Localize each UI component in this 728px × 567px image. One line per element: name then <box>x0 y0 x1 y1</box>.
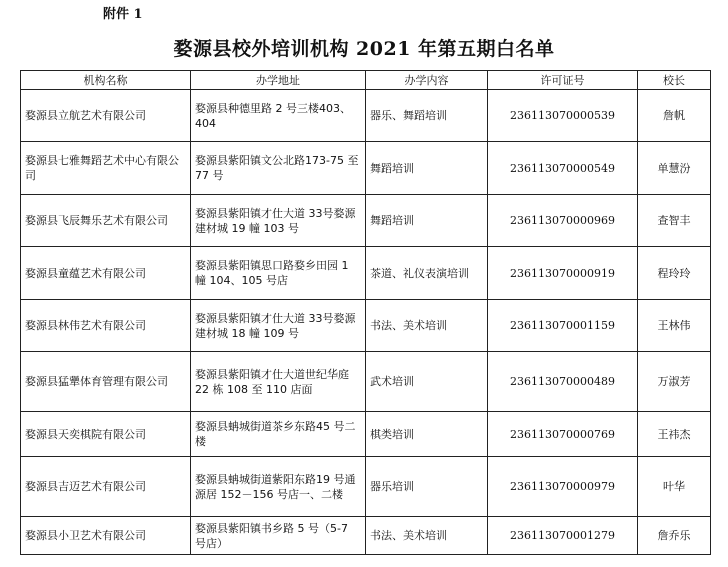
institution-name: 婺源县吉迈艺术有限公司 <box>21 457 191 517</box>
document-title: 婺源县校外培训机构 2021 年第五期白名单 <box>173 38 555 60</box>
table-row <box>21 300 711 352</box>
principal-name: 詹乔乐 <box>638 517 711 555</box>
institution-content: 茶道、礼仪表演培训 <box>366 247 488 300</box>
institution-address: 婺源县紫阳镇书乡路 5 号（5-7 号店） <box>191 517 366 555</box>
institution-name: 婺源县小卫艺术有限公司 <box>21 517 191 555</box>
principal-name: 万淑芳 <box>638 352 711 412</box>
institution-content: 书法、美术培训 <box>366 517 488 555</box>
license-number: 236113070001279 <box>488 517 638 555</box>
header-address: 办学地址 <box>191 71 366 90</box>
institution-name: 婺源县林伟艺术有限公司 <box>21 300 191 352</box>
table-row <box>21 352 711 412</box>
license-number: 236113070001159 <box>488 300 638 352</box>
institution-name: 婺源县猛犟体育管理有限公司 <box>21 352 191 412</box>
principal-name: 王祎杰 <box>638 412 711 457</box>
principal-name: 程玲玲 <box>638 247 711 300</box>
whitelist-table <box>20 70 711 555</box>
institution-address: 婺源县紫阳镇文公北路173-75 至 77 号 <box>191 142 366 195</box>
table-row <box>21 195 711 247</box>
table-row <box>21 457 711 517</box>
institution-name: 婺源县飞辰舞乐艺术有限公司 <box>21 195 191 247</box>
principal-name: 王林伟 <box>638 300 711 352</box>
institution-name: 婺源县立航艺术有限公司 <box>21 90 191 142</box>
institution-name: 婺源县天奕棋院有限公司 <box>21 412 191 457</box>
institution-address: 婺源县蚺城街道紫阳东路19 号通源居 152－156 号店一、二楼 <box>191 457 366 517</box>
institution-content: 器乐培训 <box>366 457 488 517</box>
license-number: 236113070000979 <box>488 457 638 517</box>
institution-address: 婺源县紫阳镇才仕大道世纪华庭 22 栋 108 至 110 店面 <box>191 352 366 412</box>
attachment-label: 附件 1 <box>103 7 143 22</box>
institution-content: 舞蹈培训 <box>366 195 488 247</box>
institution-content: 舞蹈培训 <box>366 142 488 195</box>
principal-name: 查智丰 <box>638 195 711 247</box>
header-institution-name: 机构名称 <box>21 71 191 90</box>
header-content: 办学内容 <box>366 71 488 90</box>
table-header-row <box>21 71 711 90</box>
table-row <box>21 412 711 457</box>
table-row <box>21 90 711 142</box>
institution-address: 婺源县紫阳镇才仕大道 33号婺源建材城 19 幢 103 号 <box>191 195 366 247</box>
institution-address: 婺源县种德里路 2 号三楼403、404 <box>191 90 366 142</box>
license-number: 236113070000769 <box>488 412 638 457</box>
institution-content: 武术培训 <box>366 352 488 412</box>
principal-name: 单慧汾 <box>638 142 711 195</box>
table-row <box>21 142 711 195</box>
principal-name: 叶华 <box>638 457 711 517</box>
institution-name: 婺源县童蕴艺术有限公司 <box>21 247 191 300</box>
principal-name: 詹帆 <box>638 90 711 142</box>
table-row <box>21 247 711 300</box>
institution-address: 婺源县紫阳镇才仕大道 33号婺源建材城 18 幢 109 号 <box>191 300 366 352</box>
header-principal: 校长 <box>638 71 711 90</box>
institution-content: 棋类培训 <box>366 412 488 457</box>
header-license: 许可证号 <box>488 71 638 90</box>
institution-content: 书法、美术培训 <box>366 300 488 352</box>
institution-name: 婺源县七雅舞蹈艺术中心有限公司 <box>21 142 191 195</box>
license-number: 236113070000489 <box>488 352 638 412</box>
table-row <box>21 517 711 555</box>
institution-address: 婺源县紫阳镇思口路婺乡田园 1 幢 104、105 号店 <box>191 247 366 300</box>
license-number: 236113070000539 <box>488 90 638 142</box>
license-number: 236113070000549 <box>488 142 638 195</box>
license-number: 236113070000919 <box>488 247 638 300</box>
institution-address: 婺源县蚺城街道茶乡东路45 号二楼 <box>191 412 366 457</box>
institution-content: 器乐、舞蹈培训 <box>366 90 488 142</box>
license-number: 236113070000969 <box>488 195 638 247</box>
